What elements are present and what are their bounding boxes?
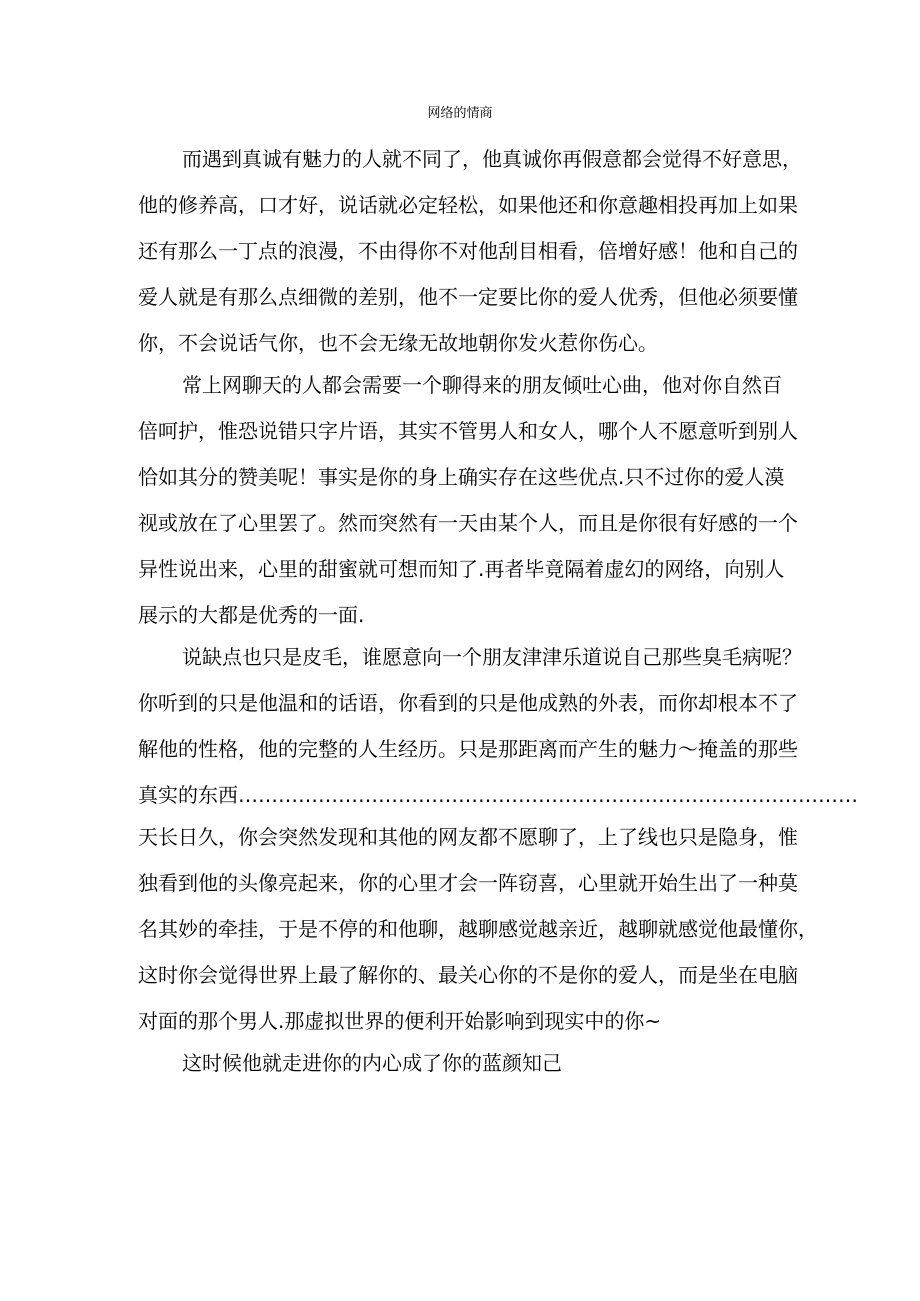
text-line: 还有那么一丁点的浪漫，不由得你不对他刮目相看，倍增好感！他和自己的 (138, 239, 798, 263)
text-line: 对面的那个男人.那虚拟世界的便利开始影响到现实中的你~ (138, 1009, 662, 1033)
text-line: 这时你会觉得世界上最了解你的、最关心你的不是你的爱人，而是坐在电脑 (138, 963, 798, 987)
paragraph (138, 1040, 798, 1086)
text-line: 解他的性格，他的完整的人生经历。只是那距离而产生的魅力～掩盖的那些 (138, 737, 798, 761)
text-line: 真实的东西………………………………………………………………………………… (138, 783, 858, 807)
paragraph (138, 814, 818, 1044)
text-line: 视或放在了心里罢了。然而突然有一天由某个人，而且是你很有好感的一个 (138, 511, 798, 535)
text-line: 展示的大都是优秀的一面. (138, 603, 365, 627)
text-line: 恰如其分的赞美呢！事实是你的身上确实存在这些优点.只不过你的爱人漠 (138, 465, 785, 489)
text-line: 这时候他就走进你的内心成了你的蓝颜知己 (182, 1051, 562, 1075)
text-line: 异性说出来，心里的甜蜜就可想而知了.再者毕竟隔着虚幻的网络，向别人 (138, 557, 785, 581)
text-line: 你听到的只是他温和的话语，你看到的只是他成熟的外表，而你却根本不了 (138, 691, 798, 715)
text-line: 倍呵护，惟恐说错只字片语，其实不管男人和女人，哪个人不愿意听到别人 (138, 419, 798, 443)
text-line: 他的修养高，口才好，说话就必定轻松，如果他还和你意趣相投再加上如果 (138, 193, 798, 217)
text-line: 而遇到真诚有魅力的人就不同了，他真诚你再假意都会觉得不好意思， (182, 147, 802, 171)
text-line: 独看到他的头像亮起来，你的心里才会一阵窃喜，心里就开始生出了一种莫 (138, 871, 798, 895)
text-line: 名其妙的牵挂，于是不停的和他聊，越聊感觉越亲近，越聊就感觉他最懂你， (138, 917, 818, 941)
text-line: 爱人就是有那么点细微的差别，他不一定要比你的爱人优秀，但他必须要懂 (138, 285, 798, 309)
paragraph (138, 362, 798, 638)
text-line: 说缺点也只是皮毛，谁愿意向一个朋友津津乐道说自己那些臭毛病呢？ (182, 645, 802, 669)
paragraph (138, 634, 858, 818)
paragraph (138, 136, 802, 366)
text-line: 天长日久，你会突然发现和其他的网友都不愿聊了，上了线也只是隐身，惟 (138, 825, 798, 849)
text-line: 常上网聊天的人都会需要一个聊得来的朋友倾吐心曲，他对你自然百 (182, 373, 782, 397)
document-title: 网络的情商 (427, 106, 493, 121)
text-line: 你，不会说话气你，也不会无缘无故地朝你发火惹你伤心。 (138, 331, 658, 355)
